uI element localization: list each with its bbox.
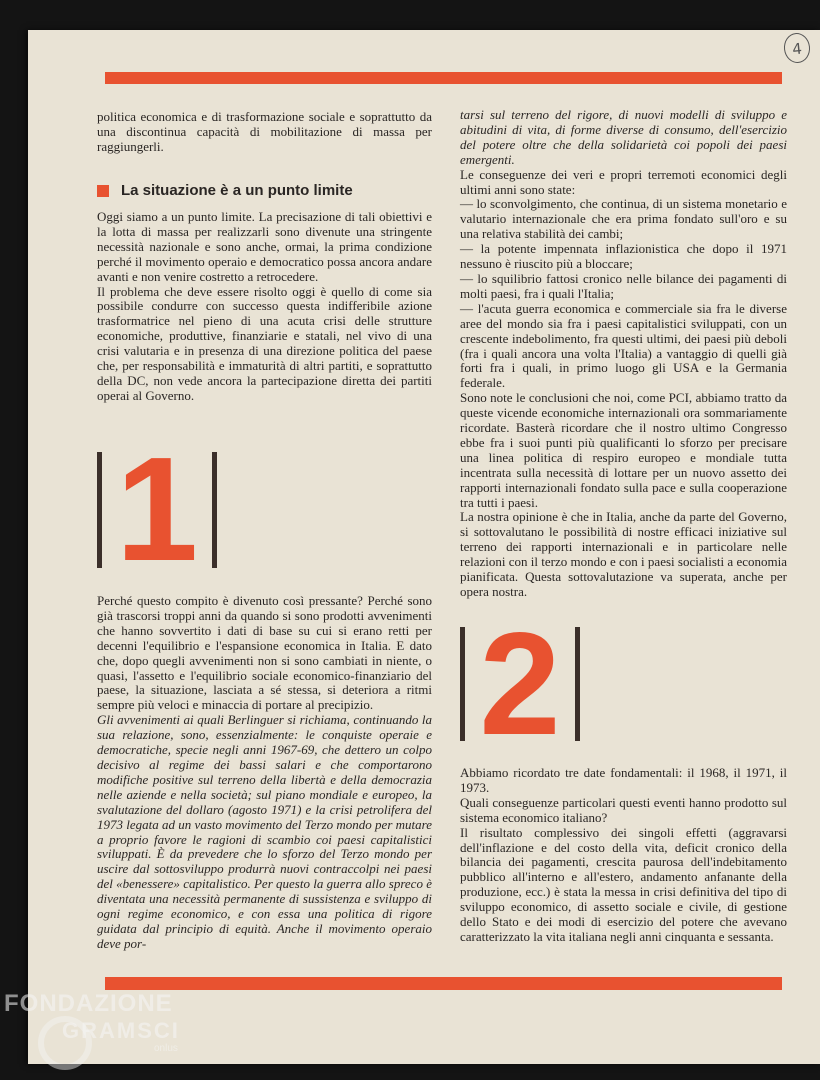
section-number-1 — [97, 427, 217, 592]
number-rule-right — [575, 627, 580, 741]
watermark — [4, 990, 180, 1054]
right-column — [460, 108, 787, 600]
right-list-item: — la potente impennata inflazionistica che dopo il 1971 nessuno è riuscito più a bloccare; — [460, 241, 787, 272]
left-paragraph-4-italic: Gli avvenimenti ai quali Berlinguer si richiama, continuando la sua relazione, sono, essenzialmente: le conquiste operaie e democratiche, specie negli anni 1967-69, che dettero un colpo decisivo al regime dei bassi salari e che comportarono modifiche positive sul terreno della libertà e della democrazia nelle aziende e nella società; sul piano mondiale e europeo, la svalutazione del dollaro (agosto 1971) e la crisi petrolifera del 1973 legata ad un vasto movimento del Terzo mondo per mutare a proprio favore le ragioni di scambio coi paesi capitalistici sviluppati. È da prevedere che lo sforzo del Terzo mondo per uscire dal sottosviluppo produrrà nuovi contraccolpi nei paesi del «benessere» capitalistico. Per questo la guerra allo spreco è diventata una necessità permanente di sussistenza e sviluppo di ogni regime economico, e con essa una politica di rigore guidata dal principio di equità. Anche il movimento operaio deve por- — [97, 712, 432, 951]
right-paragraph-2: Sono note le conclusioni che noi, come PCI, abbiamo tratto da queste vicende economiche internazionali ora sommariamente ricordate. Basterà ricordare che il nostro ultimo Congresso ebbe fra i suoi punti più qualificanti lo sforzo per precisare una linea politica di respiro europeo e mondiale tutta incentrata sulla necessità di lottare per un nuovo assetto dei rapporti internazionali fondato sulla pace e sulla cooperazione tra tutti i paesi. — [460, 390, 787, 510]
left-paragraph-1: Oggi siamo a un punto limite. La precisazione di tali obiettivi e la lotta di massa per realizzarli sono divenute una stringente necessità nazionale e sono anche, ormai, la prima condizione perché il movimento operaio e democratico possa ancora andare avanti e non venire costretto a retrocedere. — [97, 209, 432, 284]
right-column-lower — [460, 766, 787, 945]
watermark-line-2: GRAMSCI — [62, 1018, 180, 1043]
left-intro-paragraph: politica economica e di trasformazione sociale e soprattutto da una discontinua capacità di mobilitazione di massa per raggiungerli. — [97, 109, 432, 154]
section-number-2-digit: 2 — [479, 602, 561, 765]
left-column-body — [97, 210, 432, 404]
right-paragraph-6: Il risultato complessivo dei singoli effetti (aggravarsi dell'inflazione e del costo della vita, deficit cronico della bilancia dei pagamenti, crescita paurosa dell'indebitamento pubblico all'interno e all'estero, andamento anfanante della produzione, ecc.) è stata la messa in crisi definitiva del tipo di sviluppo economico, di assetto sociale e civile, di gestione dello Stato e dei modi di esercizio del potere che avevano caratterizzato la vita italiana negli anni cinquanta e sessanta. — [460, 824, 787, 944]
right-intro-italic: tarsi sul terreno del rigore, di nuovi modelli di sviluppo e abitudini di vita, di forme diverse di consumo, dell'esercizio del potere oltre che della solidarietà coi popoli dei paesi emergenti. — [460, 107, 787, 167]
right-paragraph-1: Le conseguenze dei veri e propri terremoti economici degli ultimi anni sono state: — [460, 166, 787, 197]
page-number-mark: 4 — [783, 32, 812, 65]
section-heading — [97, 182, 353, 199]
section-heading-text: La situazione è a un punto limite — [121, 182, 353, 199]
left-paragraph-2: Il problema che deve essere risolto oggi è quello di come sia possibile condurre con successo questa indifferibile azione trasformatrice nel pieno di una acuta crisi delle strutture economiche, produttive, finanziarie e statali, nel vivo di una crisi valutaria e in presenza di una direzione politica del paese che, per responsabilità e immaturità di altri partiti, e soprattutto della DC, non vede ancora la partecipazione diretta dei partiti operai al Governo. — [97, 283, 432, 403]
right-list-item: — lo squilibrio fattosi cronico nelle bilance dei pagamenti di molti paesi, fra i quali l'Italia; — [460, 270, 787, 301]
section-number-2 — [460, 602, 580, 765]
left-column-lower — [97, 594, 432, 952]
right-paragraph-4: Abbiamo ricordato tre date fondamentali: il 1968, il 1971, il 1973. — [460, 765, 787, 795]
right-list-item: — lo sconvolgimento, che continua, di un sistema monetario e valutario internazionale che era prima fondato sull'oro e su una relativa stabilità dei cambi; — [460, 196, 787, 242]
bottom-red-rule — [105, 977, 782, 990]
top-red-rule — [105, 72, 782, 84]
number-rule-right — [212, 452, 217, 568]
watermark-line-1: FONDAZIONE — [4, 990, 173, 1017]
left-paragraph-3: Perché questo compito è divenuto così pressante? Perché sono già trascorsi troppi anni da quando si sono prodotti avvenimenti che hanno sovvertito i dati di base su cui si erano retti per decenni l'equilibrio e l'espansione economica in Italia. E dato che, dopo quegli avvenimenti non si sono cambiati in niente, o quasi, l'assetto e l'equilibrio sociale economico-finanziario del paese, la situazione, lasciata a sé stessa, si deteriora a ritmi sempre più veloci e minaccia di portare al precipizio. — [97, 593, 432, 713]
right-list-item: — l'acuta guerra economica e commerciale sia fra le diverse aree del mondo sia fra i paesi capitalistici sviluppati, con un crescente indebolimento, fra questi ultimi, dei paesi più deboli (fra i quali ancora una volta l'Italia) a vantaggio di quelli già forti fra i quali, in primo luogo gli USA e la Germania federale. — [460, 300, 787, 391]
watermark-line-3: onlus — [154, 1043, 178, 1054]
heading-square-icon — [97, 185, 109, 197]
section-number-1-digit: 1 — [115, 427, 199, 592]
left-column — [97, 110, 432, 155]
right-paragraph-5: Quali conseguenze particolari questi eventi hanno prodotto sul sistema economico italiano? — [460, 794, 787, 825]
right-paragraph-3: La nostra opinione è che in Italia, anche da parte del Governo, si sottovalutano le possibilità di nostre efficaci iniziative sul terreno dei rapporti internazionali e in particolare nelle relazioni con il terzo mondo e con i paesi socialisti a economia pianificata. Questa sottovalutazione va superata, anche per opera nostra. — [460, 509, 787, 599]
